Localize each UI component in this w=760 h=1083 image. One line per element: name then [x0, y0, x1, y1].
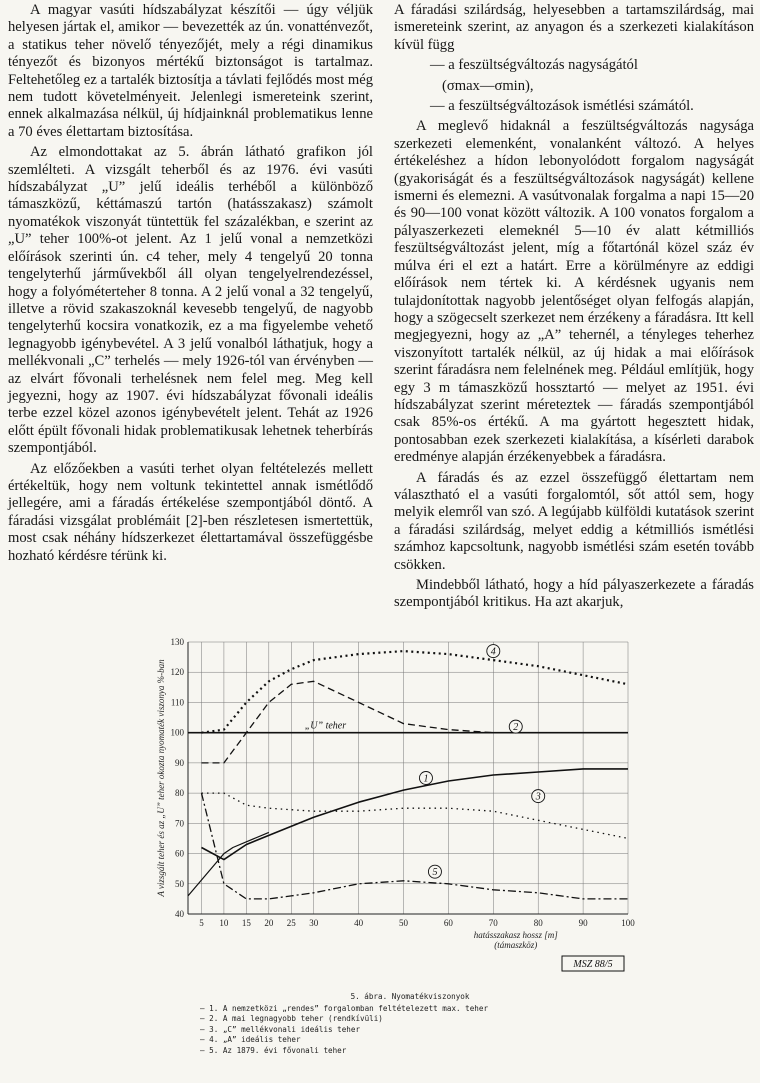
paragraph: Mindebből látható, hogy a híd pályaszerkezete a fáradás szempontjából kritikus. Ha azt akarjuk, — [394, 577, 754, 611]
paragraph: A meglevő hidaknál a feszültségváltozás nagysága szerkezeti elemenként, vonalanként változó. A helyes értékeléshez a hídon lebonyolódott forgalom nagyságát (gyakoriságát és a feszültségváltozások nagyságát) kellene ismerni és elemezni. A vasútvonalak forgalma a napi 15—20 és 90—100 vonat között változik. A 100 vonatos forgalom a pályaszerkezeti elemeknél 5—10 év alatt kétmilliós feszültségváltozást jelent, míg a főtartónál közel száz év múlva éri el ezt a határt. Erre a körülményre az eddigi előírások nem tértek ki. A kérdésnek ugyanis nem tulajdonítottak nagyobb jelentőséget olyan felfogás alapján, hogy a szögecselt szerkezet nem érzékeny a fáradásra. Itt kell megjegyezni, hogy az „A” tehernél, a tényleges teherhez viszonyított tartalék nélkül, az új hidak a mai előírások szerint fáradásra nem felelnének meg. Például említjük, hogy egy 3 m támaszközű hossztartó — melyet az 1951. évi hídszabályzat szerint méreteztek — fáradás szempontjából csak 85%-os értékű. A ma gyártott hegesztett hidak, pontosabban ezek szerkezeti kialakítása, a kísérleti darabok eredménye alapján érzékenyebbek a fáradásra. — [394, 118, 754, 466]
y-axis-label: A vizsgált teher és az „U” teher okozta nyomaték viszonya %-ban — [156, 659, 166, 897]
paragraph: Az előzőekben a vasúti terhet olyan feltételezés mellett értékeltük, hogy nem voltunk tekintettel annak ismétlődő jellegére, ami a fáradás értékelése szempontjából döntő. A fáradási vizsgálat problémáit [2]-ben részletesen ismertettük, most csak néhány hídszerkezet élettartamával összefüggésbe hozható kérdésre térünk ki. — [8, 460, 373, 564]
caption-item: — 1. A nemzetközi „rendes” forgalomban feltételezett max. teher — [200, 1003, 489, 1013]
series-label: 4 — [490, 646, 496, 658]
list-item: (σmax—σmin), — [442, 77, 534, 94]
x-tick-label: 30 — [309, 918, 319, 928]
figure-caption — [200, 992, 620, 1057]
y-tick-label: 60 — [175, 848, 184, 859]
x-axis-label: hatásszakasz hossz [m] — [473, 930, 558, 940]
left-column — [8, 2, 373, 568]
x-tick-label: 70 — [488, 918, 498, 928]
paragraph: A magyar vasúti hídszabályzat készítői — úgy véljük helyesen jártak el, amikor — bevezették az ún. vonatténvezőt, a statikus teher növelő tényezőjét, mely a régi dinamikus tényezőt és bizonyos mértékű biztonságot is tartalmaz. Feltehetőleg ez a tartalék biztosítja a távlati fejlődés most még nem tudott követelményeit. Jelenlegi ismereteink szerint, ennek alkalmazása nélkül, új hídjainknál problematikus lenne a 70 éves élettartam biztosítása. — [8, 2, 373, 140]
x-axis-label-sub: (támaszköz) — [494, 940, 538, 950]
caption-item: — 2. A mai legnagyobb teher (rendkívüli) — [200, 1014, 383, 1024]
x-tick-label: 100 — [621, 918, 635, 928]
y-tick-label: 110 — [170, 697, 184, 708]
x-tick-label: 10 — [219, 918, 229, 928]
x-tick-label: 15 — [241, 918, 251, 928]
x-tick-label: 40 — [354, 918, 364, 928]
y-tick-label: 80 — [175, 788, 184, 799]
y-tick-label: 130 — [170, 637, 184, 647]
series-line — [202, 681, 629, 763]
y-tick-label: 120 — [170, 667, 184, 678]
series-line — [202, 793, 629, 838]
x-tick-label: 25 — [286, 918, 296, 928]
series-line — [202, 769, 629, 860]
series-line — [202, 651, 629, 733]
list-item: — a feszültségváltozások ismétlési számától. — [430, 98, 694, 115]
caption-item: — 3. „C” mellékvonali ideális teher — [200, 1024, 361, 1034]
moment-ratio-chart — [150, 630, 650, 990]
x-tick-label: 5 — [199, 918, 204, 928]
y-tick-label: 100 — [170, 727, 184, 738]
y-tick-label: 70 — [175, 818, 184, 829]
y-tick-label: 40 — [175, 909, 184, 919]
series-label: 1 — [423, 773, 429, 785]
x-tick-label: 80 — [533, 918, 543, 928]
right-column — [394, 2, 754, 615]
paragraph: A fáradás és az ezzel összefüggő élettartam nem választható el a vasúti forgalomtól, sőt attól sem, hogy melyik elemről van szó. A legújabb külföldi kutatások szerint a fáradási szilárdság, melyet eddig a kétmilliós ismétlési számhoz kapcsoltunk, nagyobb ismétlési szám esetén tovább csökken. — [394, 469, 754, 573]
x-tick-label: 20 — [264, 918, 274, 928]
y-tick-label: 90 — [175, 757, 184, 768]
x-tick-label: 60 — [443, 918, 453, 928]
y-tick-label: 50 — [175, 878, 184, 889]
paragraph: Az elmondottakat az 5. ábrán látható grafikon jól szemlélteti. A vizsgált teherből és az 1976. évi vasúti hídszabályzat „U” jelű ideális terhéből a különböző támaszközű, kéttámaszú tartón (hatásszakasz) számolt nyomatékok viszonyát tüntettük fel százalékban, e szerint az „U” teher 100%-ot jelent. Az 1 jelű vonal a nemzetközi előírások szerinti ún. c4 teher, mely 4 tengelyű 20 tonna tengelyterhű járművekből áll olyan tengelyelrendezéssel, hogy a folyóméterteher 8 tonna. A 2 jelű vonal a 32 tengelyű, illetve a rövid szakaszoknál kevesebb tengelyű, de nagyobb tengelyterhű kocsira vonatkozik, ez a ma figyelembe vehető legnagyobb igénybevétel. A 3 jelű vonalból láthatjuk, hogy a mellékvonali „C” terhelés — mely 1926-tól van érvényben — az elvárt fővonali terhelésnek nem felel meg. Meg kell jegyezni, hogy az 1907. évi hídszabályzat fővonali ideális terbe ezzel közel azonos igénybevételt jelent. Tehát az 1926 előtt épült fővonali hidak problematikusak lehetnek teherbírás szempontjából. — [8, 144, 373, 457]
list-item: — a feszültségváltozás nagyságától — [430, 57, 638, 74]
caption-item: — 5. Az 1879. évi fővonali teher — [200, 1045, 347, 1055]
u-line-label: „U” teher — [304, 720, 347, 732]
x-tick-label: 90 — [578, 918, 588, 928]
caption-item: — 4. „A” ideális teher — [200, 1035, 301, 1045]
paragraph: A fáradási szilárdság, helyesebben a tartamszilárdság, mai ismereteink szerint, az anyagon és a szerkezeti kialakításon kívül függ — [394, 2, 754, 53]
caption-title: 5. ábra. Nyomatékviszonyok — [350, 992, 470, 1001]
chart-svg — [150, 630, 650, 990]
figure-ref: MSZ 88/5 — [573, 959, 613, 970]
x-tick-label: 50 — [399, 918, 409, 928]
series-label: 3 — [535, 791, 541, 803]
series-line — [202, 793, 629, 899]
series-label: 2 — [513, 722, 519, 734]
series-label: 5 — [432, 867, 438, 879]
